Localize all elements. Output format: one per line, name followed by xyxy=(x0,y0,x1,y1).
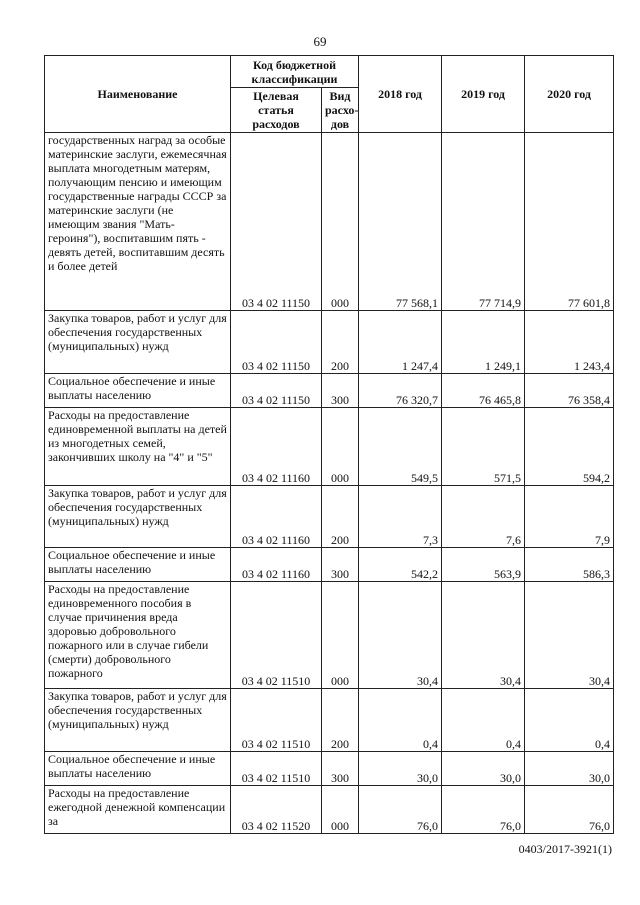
row-amount-2020: 1 243,4 xyxy=(525,311,614,374)
row-expense-type: 300 xyxy=(322,548,359,582)
row-target-code: 03 4 02 11160 xyxy=(231,408,322,486)
row-expense-type: 000 xyxy=(322,786,359,834)
row-amount-2018: 549,5 xyxy=(359,408,442,486)
table-row xyxy=(45,689,614,752)
row-expense-type: 000 xyxy=(322,408,359,486)
table-row xyxy=(45,486,614,548)
row-target-code: 03 4 02 11150 xyxy=(231,374,322,408)
row-expense-type: 300 xyxy=(322,374,359,408)
row-expense-type: 200 xyxy=(322,689,359,752)
row-target-code: 03 4 02 11160 xyxy=(231,486,322,548)
header-year-2018: 2018 год xyxy=(359,56,442,133)
row-name: государственных наград за особые материнские заслуги, ежемесячная выплата многодетным матерям, получающим пенсию и имеющим государственные награды СССР за материнские заслуги (не имеющим звания "Мать-героиня"), воспитавшим пять - девять детей, воспитавшим десять и более детей xyxy=(45,133,231,311)
row-amount-2019: 77 714,9 xyxy=(442,133,525,311)
budget-table xyxy=(44,55,614,834)
row-amount-2018: 1 247,4 xyxy=(359,311,442,374)
row-amount-2019: 76 465,8 xyxy=(442,374,525,408)
row-target-code: 03 4 02 11510 xyxy=(231,689,322,752)
row-expense-type: 200 xyxy=(322,311,359,374)
table-row xyxy=(45,133,614,311)
table-row xyxy=(45,752,614,786)
row-amount-2018: 7,3 xyxy=(359,486,442,548)
row-name: Социальное обеспечение и иные выплаты населению xyxy=(45,548,231,582)
row-amount-2018: 76,0 xyxy=(359,786,442,834)
header-year-2019: 2019 год xyxy=(442,56,525,133)
row-amount-2018: 30,0 xyxy=(359,752,442,786)
row-name: Расходы на предоставление единовременного пособия в случае причинения вреда здоровью добровольного пожарного или в случае гибели (смерти) добровольного пожарного xyxy=(45,582,231,689)
row-amount-2020: 0,4 xyxy=(525,689,614,752)
header-name: Наименование xyxy=(45,56,231,133)
row-amount-2020: 30,0 xyxy=(525,752,614,786)
row-name: Расходы на предоставление ежегодной денежной компенсации за xyxy=(45,786,231,834)
row-amount-2019: 0,4 xyxy=(442,689,525,752)
row-name: Закупка товаров, работ и услуг для обеспечения государственных (муниципальных) нужд xyxy=(45,311,231,374)
row-expense-type: 300 xyxy=(322,752,359,786)
header-year-2020: 2020 год xyxy=(525,56,614,133)
table-row xyxy=(45,548,614,582)
row-target-code: 03 4 02 11520 xyxy=(231,786,322,834)
row-amount-2019: 30,0 xyxy=(442,752,525,786)
row-amount-2020: 7,9 xyxy=(525,486,614,548)
row-amount-2018: 77 568,1 xyxy=(359,133,442,311)
row-name: Закупка товаров, работ и услуг для обеспечения государственных (муниципальных) нужд xyxy=(45,689,231,752)
row-amount-2019: 30,4 xyxy=(442,582,525,689)
row-amount-2020: 594,2 xyxy=(525,408,614,486)
row-expense-type: 000 xyxy=(322,133,359,311)
row-target-code: 03 4 02 11510 xyxy=(231,752,322,786)
header-code-group: Код бюджетной классификации xyxy=(231,56,359,88)
row-amount-2019: 571,5 xyxy=(442,408,525,486)
row-target-code: 03 4 02 11150 xyxy=(231,311,322,374)
header-expense-type: Вид расхо-дов xyxy=(322,88,359,133)
table-row xyxy=(45,786,614,834)
header-target-article: Целевая статья расходов xyxy=(231,88,322,133)
row-target-code: 03 4 02 11510 xyxy=(231,582,322,689)
row-amount-2020: 76 358,4 xyxy=(525,374,614,408)
row-amount-2018: 76 320,7 xyxy=(359,374,442,408)
table-row xyxy=(45,311,614,374)
row-name: Социальное обеспечение и иные выплаты населению xyxy=(45,752,231,786)
row-amount-2020: 586,3 xyxy=(525,548,614,582)
row-amount-2018: 542,2 xyxy=(359,548,442,582)
table-row xyxy=(45,582,614,689)
page-number: 69 xyxy=(313,34,327,49)
row-amount-2018: 0,4 xyxy=(359,689,442,752)
row-amount-2020: 30,4 xyxy=(525,582,614,689)
row-name: Социальное обеспечение и иные выплаты населению xyxy=(45,374,231,408)
row-expense-type: 000 xyxy=(322,582,359,689)
row-amount-2020: 76,0 xyxy=(525,786,614,834)
row-amount-2019: 7,6 xyxy=(442,486,525,548)
row-amount-2020: 77 601,8 xyxy=(525,133,614,311)
row-amount-2019: 1 249,1 xyxy=(442,311,525,374)
row-amount-2019: 563,9 xyxy=(442,548,525,582)
table-row xyxy=(45,374,614,408)
row-target-code: 03 4 02 11150 xyxy=(231,133,322,311)
document-code: 0403/2017-3921(1) xyxy=(518,842,612,856)
row-amount-2018: 30,4 xyxy=(359,582,442,689)
row-amount-2019: 76,0 xyxy=(442,786,525,834)
row-name: Расходы на предоставление единовременной выплаты на детей из многодетных семей, закончивших школу на "4" и "5" xyxy=(45,408,231,486)
row-target-code: 03 4 02 11160 xyxy=(231,548,322,582)
table-row xyxy=(45,408,614,486)
row-name: Закупка товаров, работ и услуг для обеспечения государственных (муниципальных) нужд xyxy=(45,486,231,548)
row-expense-type: 200 xyxy=(322,486,359,548)
